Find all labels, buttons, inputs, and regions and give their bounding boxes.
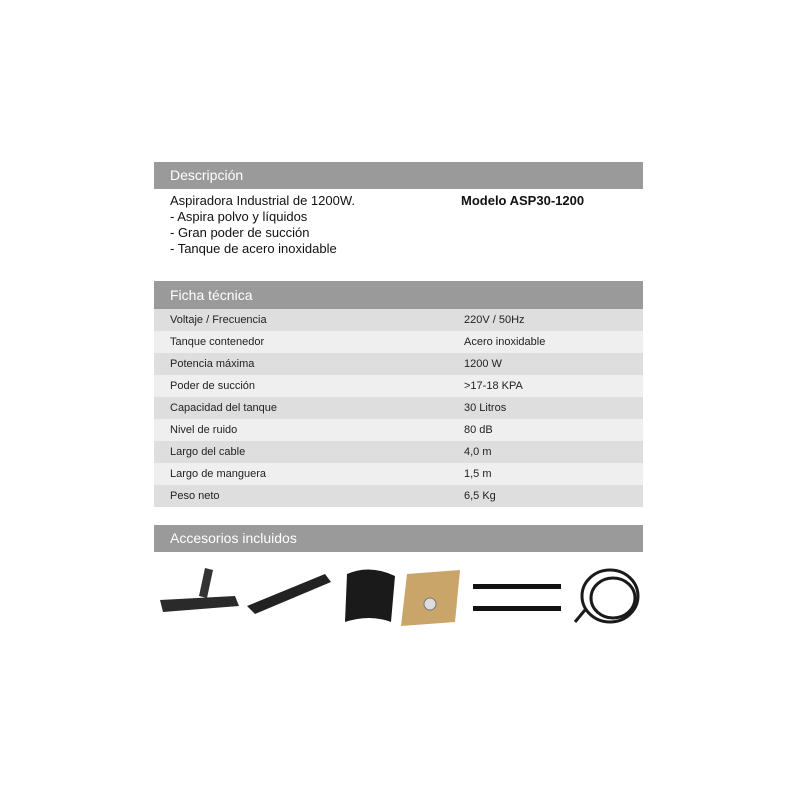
- description-text: [170, 193, 355, 257]
- table-row: [154, 375, 643, 397]
- spec-label: Voltaje / Frecuencia: [170, 314, 267, 326]
- table-row: [154, 397, 643, 419]
- table-row: [154, 419, 643, 441]
- spec-value: 6,5 Kg: [464, 490, 496, 502]
- table-row: [154, 331, 643, 353]
- spec-value: 4,0 m: [464, 446, 492, 458]
- spec-value: 1,5 m: [464, 468, 492, 480]
- spec-value: 220V / 50Hz: [464, 314, 525, 326]
- crevice-tool-icon: [247, 574, 331, 614]
- description-line: - Gran poder de succión: [170, 225, 310, 240]
- description-line: Aspiradora Industrial de 1200W.: [170, 193, 355, 208]
- spec-label: Largo de manguera: [170, 468, 267, 480]
- description-header: Descripción: [154, 162, 643, 189]
- description-line: - Tanque de acero inoxidable: [170, 241, 337, 256]
- spec-value: 1200 W: [464, 358, 502, 370]
- specs-table: [154, 309, 643, 507]
- spec-label: Potencia máxima: [170, 358, 255, 370]
- spec-label: Peso neto: [170, 490, 220, 502]
- specs-header: Ficha técnica: [154, 281, 643, 309]
- spec-label: Largo del cable: [170, 446, 246, 458]
- table-row: [154, 441, 643, 463]
- spec-value: >17-18 KPA: [464, 380, 523, 392]
- extension-tubes-icon: [473, 584, 561, 611]
- spec-value: Acero inoxidable: [464, 336, 546, 348]
- table-row: [154, 353, 643, 375]
- accessories-images: [155, 560, 645, 640]
- spec-label: Nivel de ruido: [170, 424, 238, 436]
- hose-icon: [575, 570, 638, 622]
- table-row: [154, 463, 643, 485]
- spec-label: Poder de succión: [170, 380, 255, 392]
- paper-bag-icon: [401, 570, 460, 626]
- spec-label: Capacidad del tanque: [170, 402, 278, 414]
- spec-label: Tanque contenedor: [170, 336, 265, 348]
- table-row: [154, 309, 643, 331]
- table-row: [154, 485, 643, 507]
- spec-value: 80 dB: [464, 424, 493, 436]
- foam-filter-icon: [345, 569, 395, 622]
- floor-nozzle-icon: [160, 568, 239, 612]
- spec-value: 30 Litros: [464, 402, 507, 414]
- model-label: Modelo ASP30-1200: [461, 193, 585, 208]
- accessories-header: Accesorios incluidos: [154, 525, 643, 552]
- description-line: - Aspira polvo y líquidos: [170, 209, 308, 224]
